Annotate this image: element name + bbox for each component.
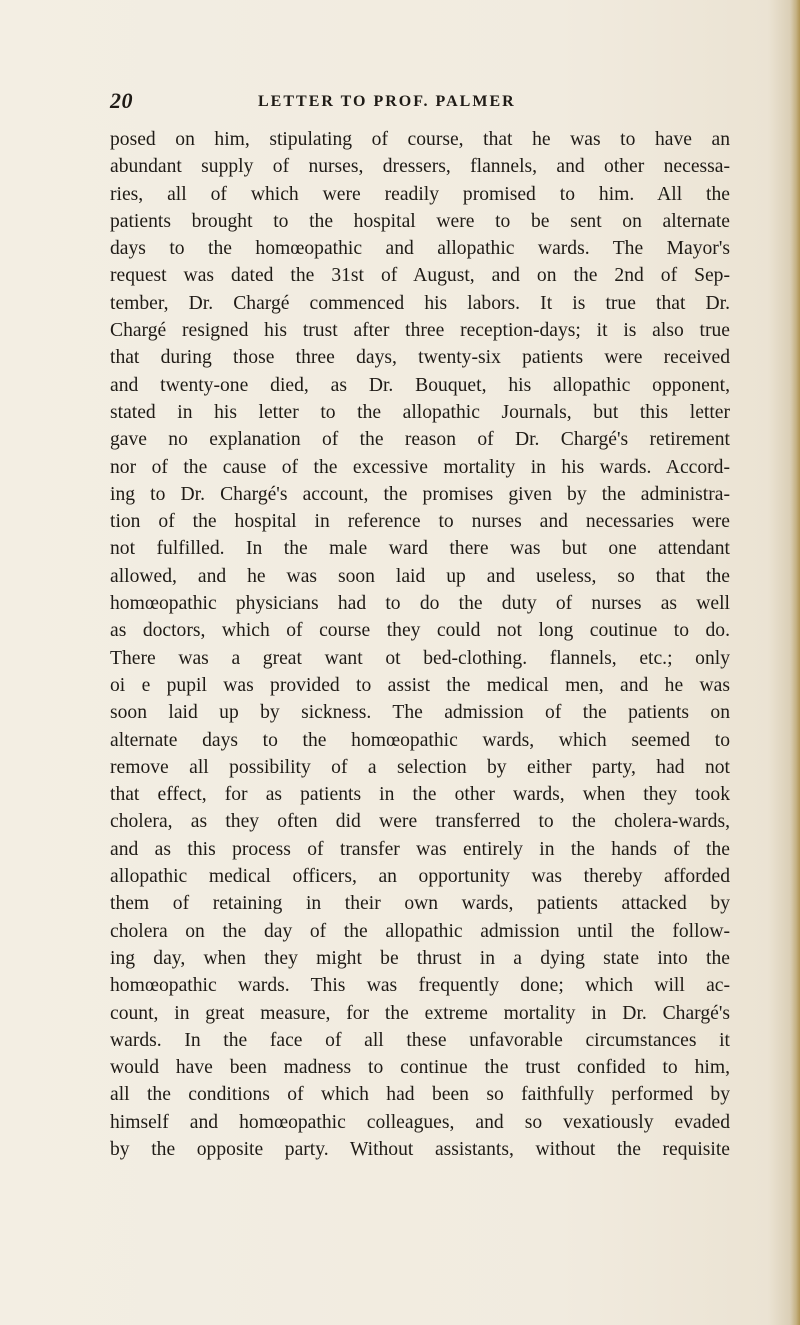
text-line: alternate days to the homœopathic wards, which seemed to [110, 729, 730, 751]
page-header [110, 88, 730, 118]
text-line: homœopathic wards. This was frequently done; which will ac- [110, 975, 730, 997]
text-line: allopathic medical officers, an opportunity was thereby afforded [110, 866, 730, 888]
text-line: nor of the cause of the excessive mortality in his wards. Accord- [110, 456, 730, 478]
text-line: himself and homœopathic colleagues, and so vexatiously evaded [110, 1111, 730, 1133]
text-line: and as this process of transfer was entirely in the hands of the [110, 838, 730, 860]
running-title: LETTER TO PROF. PALMER [258, 93, 516, 110]
text-line: oi e pupil was provided to assist the medical men, and he was [110, 674, 730, 696]
text-line: ing day, when they might be thrust in a dying state into the [110, 947, 730, 969]
text-line: wards. In the face of all these unfavorable circumstances it [110, 1029, 730, 1051]
text-line: would have been madness to continue the trust confided to him, [110, 1057, 730, 1079]
text-line: tember, Dr. Chargé commenced his labors. It is true that Dr. [110, 292, 730, 314]
text-line: by the opposite party. Without assistants, without the requisite [110, 1138, 730, 1160]
text-line: cholera, as they often did were transferred to the cholera-wards, [110, 811, 730, 833]
text-line: ing to Dr. Chargé's account, the promises given by the administra- [110, 483, 730, 505]
text-line: days to the homœopathic and allopathic wards. The Mayor's [110, 238, 730, 260]
text-line: request was dated the 31st of August, and on the 2nd of Sep- [110, 265, 730, 287]
text-line: posed on him, stipulating of course, that he was to have an [110, 129, 730, 150]
text-line: count, in great measure, for the extreme mortality in Dr. Chargé's [110, 1002, 730, 1024]
text-line: them of retaining in their own wards, patients attacked by [110, 893, 730, 915]
text-line: as doctors, which of course they could not long coutinue to do. [110, 620, 730, 642]
text-line: homœopathic physicians had to do the duty of nurses as well [110, 593, 730, 615]
text-line: that during those three days, twenty-six patients were received [110, 347, 730, 369]
text-line: stated in his letter to the allopathic Journals, but this letter [110, 401, 730, 423]
text-line: and twenty-one died, as Dr. Bouquet, his allopathic opponent, [110, 374, 730, 396]
text-line: that effect, for as patients in the other wards, when they took [110, 784, 730, 806]
text-line: patients brought to the hospital were to be sent on alternate [110, 210, 730, 232]
text-line: all the conditions of which had been so faithfully performed by [110, 1084, 730, 1106]
text-line: abundant supply of nurses, dressers, flannels, and other necessa- [110, 156, 730, 178]
text-line: gave no explanation of the reason of Dr. Chargé's retirement [110, 429, 730, 451]
text-line: tion of the hospital in reference to nurses and necessaries were [110, 511, 730, 533]
text-line: soon laid up by sickness. The admission of the patients on [110, 702, 730, 724]
text-line: remove all possibility of a selection by either party, had not [110, 756, 730, 778]
text-line: Chargé resigned his trust after three reception-days; it is also true [110, 320, 730, 342]
text-line: There was a great want ot bed-clothing. flannels, etc.; only [110, 647, 730, 669]
text-line: cholera on the day of the allopathic admission until the follow- [110, 920, 730, 942]
text-line: ries, all of which were readily promised to him. All the [110, 183, 730, 205]
text-line: not fulfilled. In the male ward there was but one attendant [110, 538, 730, 560]
text-line: allowed, and he was soon laid up and useless, so that the [110, 565, 730, 587]
page-number: 20 [110, 88, 133, 113]
page-edge-shadow [790, 0, 800, 1325]
body-text [110, 126, 730, 1163]
